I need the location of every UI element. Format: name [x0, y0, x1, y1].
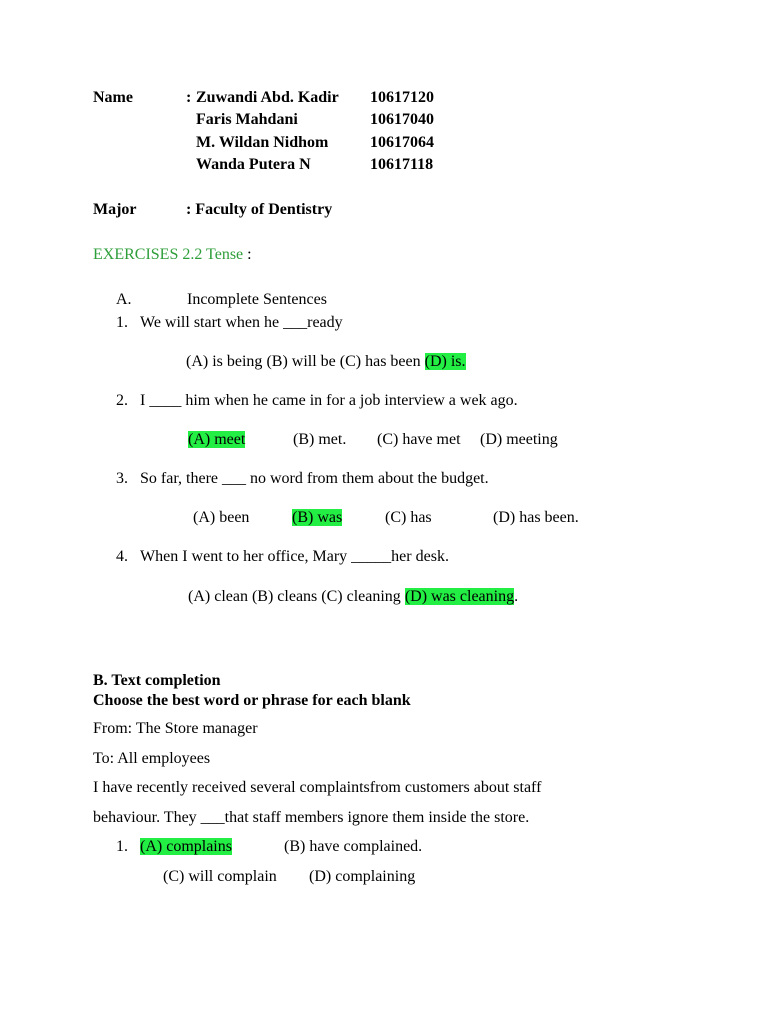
option-a-answer: (A) complains: [140, 838, 232, 855]
memo-paragraph-line2: behaviour. They ___that staff members ignore them inside the store.: [93, 809, 530, 826]
option-d: (D) complaining: [309, 868, 416, 885]
exercise-title: [93, 245, 252, 265]
option-c: (C) have met: [377, 431, 461, 448]
question-3: [116, 469, 489, 489]
memo-from: From: The Store manager: [93, 720, 258, 737]
name-colon: :: [186, 89, 192, 106]
section-b-title: B. Text completion: [93, 672, 221, 689]
question-text: I ____ him when he came in for a job interview a wek ago.: [140, 392, 518, 409]
member-name: Faris Mahdani: [196, 111, 298, 128]
question-3-answer: [292, 508, 342, 528]
option-d: (D) meeting: [480, 431, 558, 448]
question-4: [116, 547, 449, 567]
question-number: 4.: [116, 548, 128, 565]
option-c: (C) has: [385, 509, 432, 526]
question-1: [116, 313, 343, 333]
major-label: Major: [93, 201, 137, 218]
section-a-letter: A.: [116, 291, 132, 308]
option-b: (B) have complained.: [284, 838, 423, 855]
memo-paragraph-line1: I have recently received several complaintsfrom customers about staff: [93, 779, 542, 796]
option-b: (B) will be: [266, 353, 336, 370]
question-text: We will start when he ___ready: [140, 314, 343, 331]
question-text: So far, there ___ no word from them about the budget.: [140, 470, 489, 487]
major-value: : Faculty of Dentistry: [186, 201, 333, 218]
option-c: (C) will complain: [163, 868, 277, 885]
option-a: (A) been: [193, 509, 250, 526]
option-suffix: .: [514, 588, 519, 605]
question-number: 2.: [116, 392, 128, 409]
option-c: (C) cleaning: [321, 588, 401, 605]
option-b: (B) cleans: [251, 588, 318, 605]
question-2-options: [188, 430, 245, 450]
question-number: 3.: [116, 470, 128, 487]
option-a: (A) clean: [188, 588, 248, 605]
option-d-answer: (D) was cleaning: [404, 588, 515, 605]
question-number: 1.: [116, 314, 128, 331]
option-d-answer: (D) is.: [424, 353, 466, 370]
section-a-title: Incomplete Sentences: [187, 291, 327, 308]
member-id: 10617120: [370, 89, 434, 106]
option-c: (C) has been: [339, 353, 421, 370]
option-b: (B) met.: [293, 431, 347, 448]
question-1-options: [186, 352, 466, 372]
member-name: M. Wildan Nidhom: [196, 134, 329, 151]
member-id: 10617064: [370, 134, 434, 151]
option-a-answer: (A) meet: [188, 431, 246, 448]
section-b-question-1: [116, 837, 232, 857]
name-label: Name: [93, 89, 133, 106]
memo-to: To: All employees: [93, 750, 211, 767]
exercise-title-colon: :: [243, 246, 252, 263]
question-2: [116, 391, 518, 411]
section-b-instruction: Choose the best word or phrase for each blank: [93, 692, 411, 709]
member-name: Zuwandi Abd. Kadir: [196, 89, 339, 106]
option-b-answer: (B) was: [292, 509, 343, 526]
option-d: (D) has been.: [493, 509, 579, 526]
member-name: Wanda Putera N: [196, 156, 311, 173]
question-4-options: [188, 587, 518, 607]
exercise-title-text: EXERCISES 2.2 Tense: [93, 246, 244, 263]
member-id: 10617040: [370, 111, 434, 128]
member-id: 10617118: [370, 156, 434, 173]
option-a: (A) is being: [186, 353, 263, 370]
question-number: 1.: [116, 838, 128, 855]
question-text: When I went to her office, Mary _____her desk.: [140, 548, 449, 565]
